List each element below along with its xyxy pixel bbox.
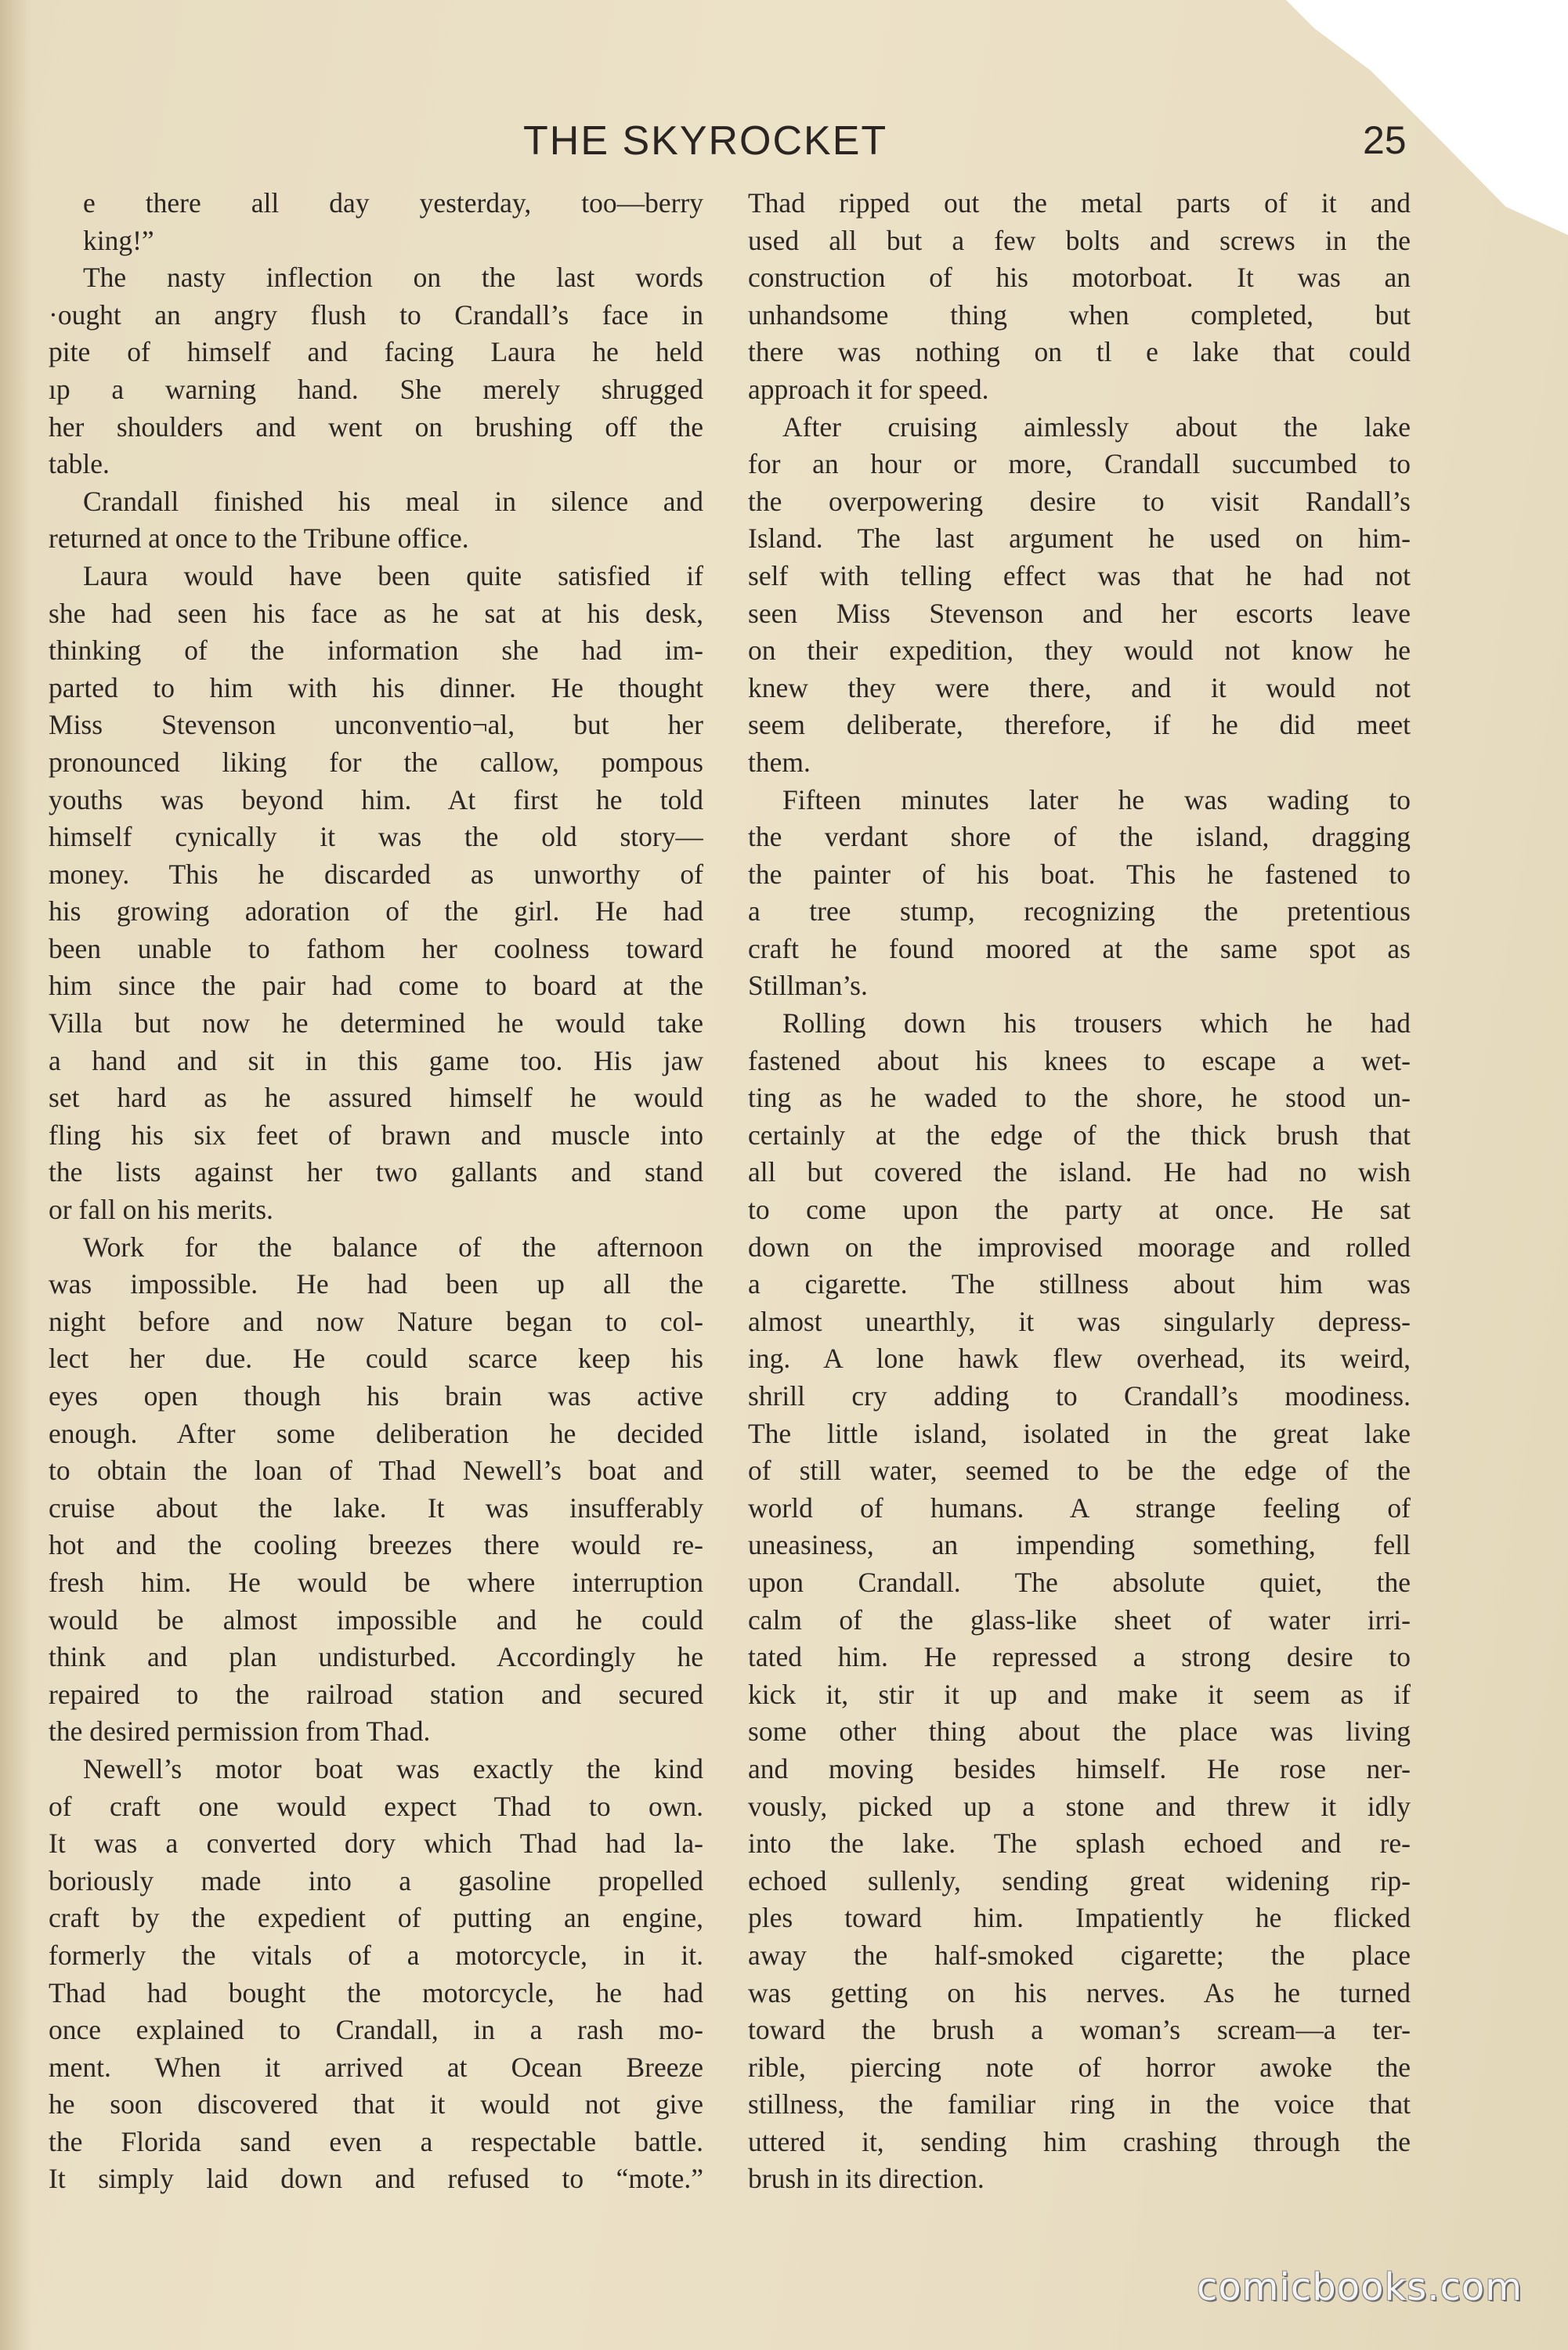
text-line: almost unearthly, it was singularly depress- bbox=[748, 1305, 1411, 1337]
text-line: The little island, isolated in the great lake bbox=[748, 1417, 1411, 1449]
text-line: ples toward him. Impatiently he flicked bbox=[748, 1902, 1411, 1934]
text-line: It was a converted dory which Thad had la- bbox=[49, 1828, 703, 1860]
text-line: a cigarette. The stillness about him was bbox=[748, 1268, 1411, 1300]
left-text-column bbox=[49, 185, 703, 2198]
watermark: comicbooks.com bbox=[1197, 2265, 1523, 2309]
text-line: repaired to the railroad station and secured bbox=[49, 1678, 703, 1710]
text-line: enough. After some deliberation he decided bbox=[49, 1417, 703, 1449]
text-line: It simply laid down and refused to “mote.” bbox=[49, 2163, 703, 2195]
text-line: Work for the balance of the afternoon bbox=[83, 1231, 703, 1263]
text-line: would be almost impossible and he could bbox=[49, 1603, 703, 1636]
text-line: a hand and sit in this game too. His jaw bbox=[49, 1044, 703, 1076]
text-line: the overpowering desire to visit Randall’s bbox=[748, 485, 1411, 517]
text-line: to obtain the loan of Thad Newell’s boat and bbox=[49, 1455, 703, 1487]
text-line: uttered it, sending him crashing through the bbox=[748, 2125, 1411, 2157]
page-title: THE SKYROCKET bbox=[523, 118, 888, 164]
text-line: Laura would have been quite satisfied if bbox=[83, 559, 703, 591]
text-line: e there all day yesterday, too—berry bbox=[83, 187, 703, 219]
text-line: Villa but now he determined he would take bbox=[49, 1007, 703, 1039]
text-line: world of humans. A strange feeling of bbox=[748, 1491, 1411, 1524]
text-line: hot and the cooling breezes there would re- bbox=[49, 1529, 703, 1561]
text-line: all but covered the island. He had no wish bbox=[748, 1156, 1411, 1188]
torn-left-edge bbox=[0, 0, 31, 2350]
text-line: her shoulders and went on brushing off the bbox=[49, 410, 703, 443]
text-line: boriously made into a gasoline propelled bbox=[49, 1864, 703, 1896]
text-line: Crandall finished his meal in silence and bbox=[83, 485, 703, 517]
text-line: toward the brush a woman’s scream—a ter- bbox=[748, 2014, 1411, 2046]
text-line: of craft one would expect Thad to own. bbox=[49, 1790, 703, 1822]
text-line: approach it for speed. bbox=[748, 373, 989, 405]
text-line: rible, piercing note of horror awoke the bbox=[748, 2051, 1411, 2083]
text-line: the desired permission from Thad. bbox=[49, 1716, 431, 1748]
text-line: upon Crandall. The absolute quiet, the bbox=[748, 1566, 1411, 1598]
text-line: Island. The last argument he used on him- bbox=[748, 522, 1411, 555]
text-line: on their expedition, they would not know he bbox=[748, 634, 1411, 667]
text-line: formerly the vitals of a motorcycle, in it. bbox=[49, 1939, 703, 1971]
text-line: king!” bbox=[83, 224, 154, 256]
page-header bbox=[0, 118, 1568, 172]
text-line: parted to him with his dinner. He thought bbox=[49, 671, 703, 703]
text-line: lect her due. He could scarce keep his bbox=[49, 1343, 703, 1375]
text-line: seen Miss Stevenson and her escorts leave bbox=[748, 597, 1411, 629]
text-line: brush in its direction. bbox=[748, 2163, 985, 2195]
text-line: to come upon the party at once. He sat bbox=[748, 1194, 1411, 1226]
text-line: Miss Stevenson unconventio¬al, but her bbox=[49, 709, 703, 741]
text-line: of still water, seemed to be the edge of the bbox=[748, 1455, 1411, 1487]
text-line: a tree stump, recognizing the pretentious bbox=[748, 895, 1411, 927]
text-line: seem deliberate, therefore, if he did meet bbox=[748, 709, 1411, 741]
text-line: away the half-smoked cigarette; the place bbox=[748, 1939, 1411, 1971]
text-line: self with telling effect was that he had not bbox=[748, 559, 1411, 591]
text-line: kick it, stir it up and make it seem as if bbox=[748, 1678, 1411, 1710]
text-line: been unable to fathom her coolness toward bbox=[49, 932, 703, 964]
text-line: Newell’s motor boat was exactly the kind bbox=[83, 1752, 703, 1784]
text-line: vously, picked up a stone and threw it idly bbox=[748, 1790, 1411, 1822]
text-line: stillness, the familiar ring in the voice that bbox=[748, 2088, 1411, 2120]
text-line: echoed sullenly, sending great widening rip- bbox=[748, 1864, 1411, 1896]
text-line: money. This he discarded as unworthy of bbox=[49, 858, 703, 890]
text-line: was getting on his nerves. As he turned bbox=[748, 1976, 1411, 2008]
text-line: night before and now Nature began to col- bbox=[49, 1305, 703, 1337]
text-line: fastened about his knees to escape a wet- bbox=[748, 1044, 1411, 1076]
text-line: Thad ripped out the metal parts of it and bbox=[748, 187, 1411, 219]
text-line: Rolling down his trousers which he had bbox=[782, 1007, 1411, 1039]
text-line: some other thing about the place was living bbox=[748, 1716, 1411, 1748]
right-text-column bbox=[748, 185, 1411, 2198]
text-line: youths was beyond him. At first he told bbox=[49, 783, 703, 815]
text-line: Fifteen minutes later he was wading to bbox=[782, 783, 1411, 815]
text-line: his growing adoration of the girl. He had bbox=[49, 895, 703, 927]
text-line: thinking of the information she had im- bbox=[49, 634, 703, 667]
text-line: Thad had bought the motorcycle, he had bbox=[49, 1976, 703, 2008]
text-line: cruise about the lake. It was insufferably bbox=[49, 1491, 703, 1524]
text-line: set hard as he assured himself he would bbox=[49, 1082, 703, 1114]
text-line: himself cynically it was the old story— bbox=[49, 821, 703, 853]
text-line: the lists against her two gallants and stand bbox=[49, 1156, 703, 1188]
text-line: he soon discovered that it would not give bbox=[49, 2088, 703, 2120]
text-line: ·ought an angry flush to Crandall’s face in bbox=[49, 298, 703, 331]
page-number: 25 bbox=[1363, 118, 1407, 162]
text-line: into the lake. The splash echoed and re- bbox=[748, 1828, 1411, 1860]
text-line: calm of the glass-like sheet of water irri- bbox=[748, 1603, 1411, 1636]
text-line: unhandsome thing when completed, but bbox=[748, 298, 1411, 331]
text-line: craft he found moored at the same spot as bbox=[748, 932, 1411, 964]
text-line: tated him. He repressed a strong desire to bbox=[748, 1641, 1411, 1673]
text-line: for an hour or more, Crandall succumbed to bbox=[748, 448, 1411, 480]
text-line: construction of his motorboat. It was an bbox=[748, 262, 1411, 294]
text-line: them. bbox=[748, 746, 811, 778]
text-line: ing. A lone hawk flew overhead, its weird, bbox=[748, 1343, 1411, 1375]
text-line: think and plan undisturbed. Accordingly he bbox=[49, 1641, 703, 1673]
text-line: returned at once to the Tribune office. bbox=[49, 522, 469, 555]
text-line: or fall on his merits. bbox=[49, 1194, 273, 1226]
text-line: uneasiness, an impending something, fell bbox=[748, 1529, 1411, 1561]
text-line: certainly at the edge of the thick brush that bbox=[748, 1119, 1411, 1151]
text-line: there was nothing on tl e lake that could bbox=[748, 336, 1411, 368]
text-line: craft by the expedient of putting an engine, bbox=[49, 1902, 703, 1934]
text-line: ment. When it arrived at Ocean Breeze bbox=[49, 2051, 703, 2083]
text-line: pronounced liking for the callow, pompous bbox=[49, 746, 703, 778]
text-line: once explained to Crandall, in a rash mo- bbox=[49, 2014, 703, 2046]
text-line: table. bbox=[49, 448, 110, 480]
text-line: ıp a warning hand. She merely shrugged bbox=[49, 373, 703, 405]
text-line: and moving besides himself. He rose ner- bbox=[748, 1752, 1411, 1784]
text-line: fling his six feet of brawn and muscle into bbox=[49, 1119, 703, 1151]
text-line: the Florida sand even a respectable battle. bbox=[49, 2125, 703, 2157]
text-line: shrill cry adding to Crandall’s moodiness. bbox=[748, 1380, 1411, 1412]
text-line: used all but a few bolts and screws in the bbox=[748, 224, 1411, 256]
text-line: down on the improvised moorage and rolled bbox=[748, 1231, 1411, 1263]
text-line: Stillman’s. bbox=[748, 970, 868, 1002]
text-line: The nasty inflection on the last words bbox=[83, 262, 703, 294]
text-line: eyes open though his brain was active bbox=[49, 1380, 703, 1412]
text-line: she had seen his face as he sat at his desk, bbox=[49, 597, 703, 629]
text-line: knew they were there, and it would not bbox=[748, 671, 1411, 703]
text-line: the painter of his boat. This he fastened to bbox=[748, 858, 1411, 890]
text-line: fresh him. He would be where interruption bbox=[49, 1566, 703, 1598]
text-line: was impossible. He had been up all the bbox=[49, 1268, 703, 1300]
text-line: the verdant shore of the island, dragging bbox=[748, 821, 1411, 853]
text-line: After cruising aimlessly about the lake bbox=[782, 410, 1411, 443]
text-line: pite of himself and facing Laura he held bbox=[49, 336, 703, 368]
text-line: ting as he waded to the shore, he stood un- bbox=[748, 1082, 1411, 1114]
text-line: him since the pair had come to board at the bbox=[49, 970, 703, 1002]
